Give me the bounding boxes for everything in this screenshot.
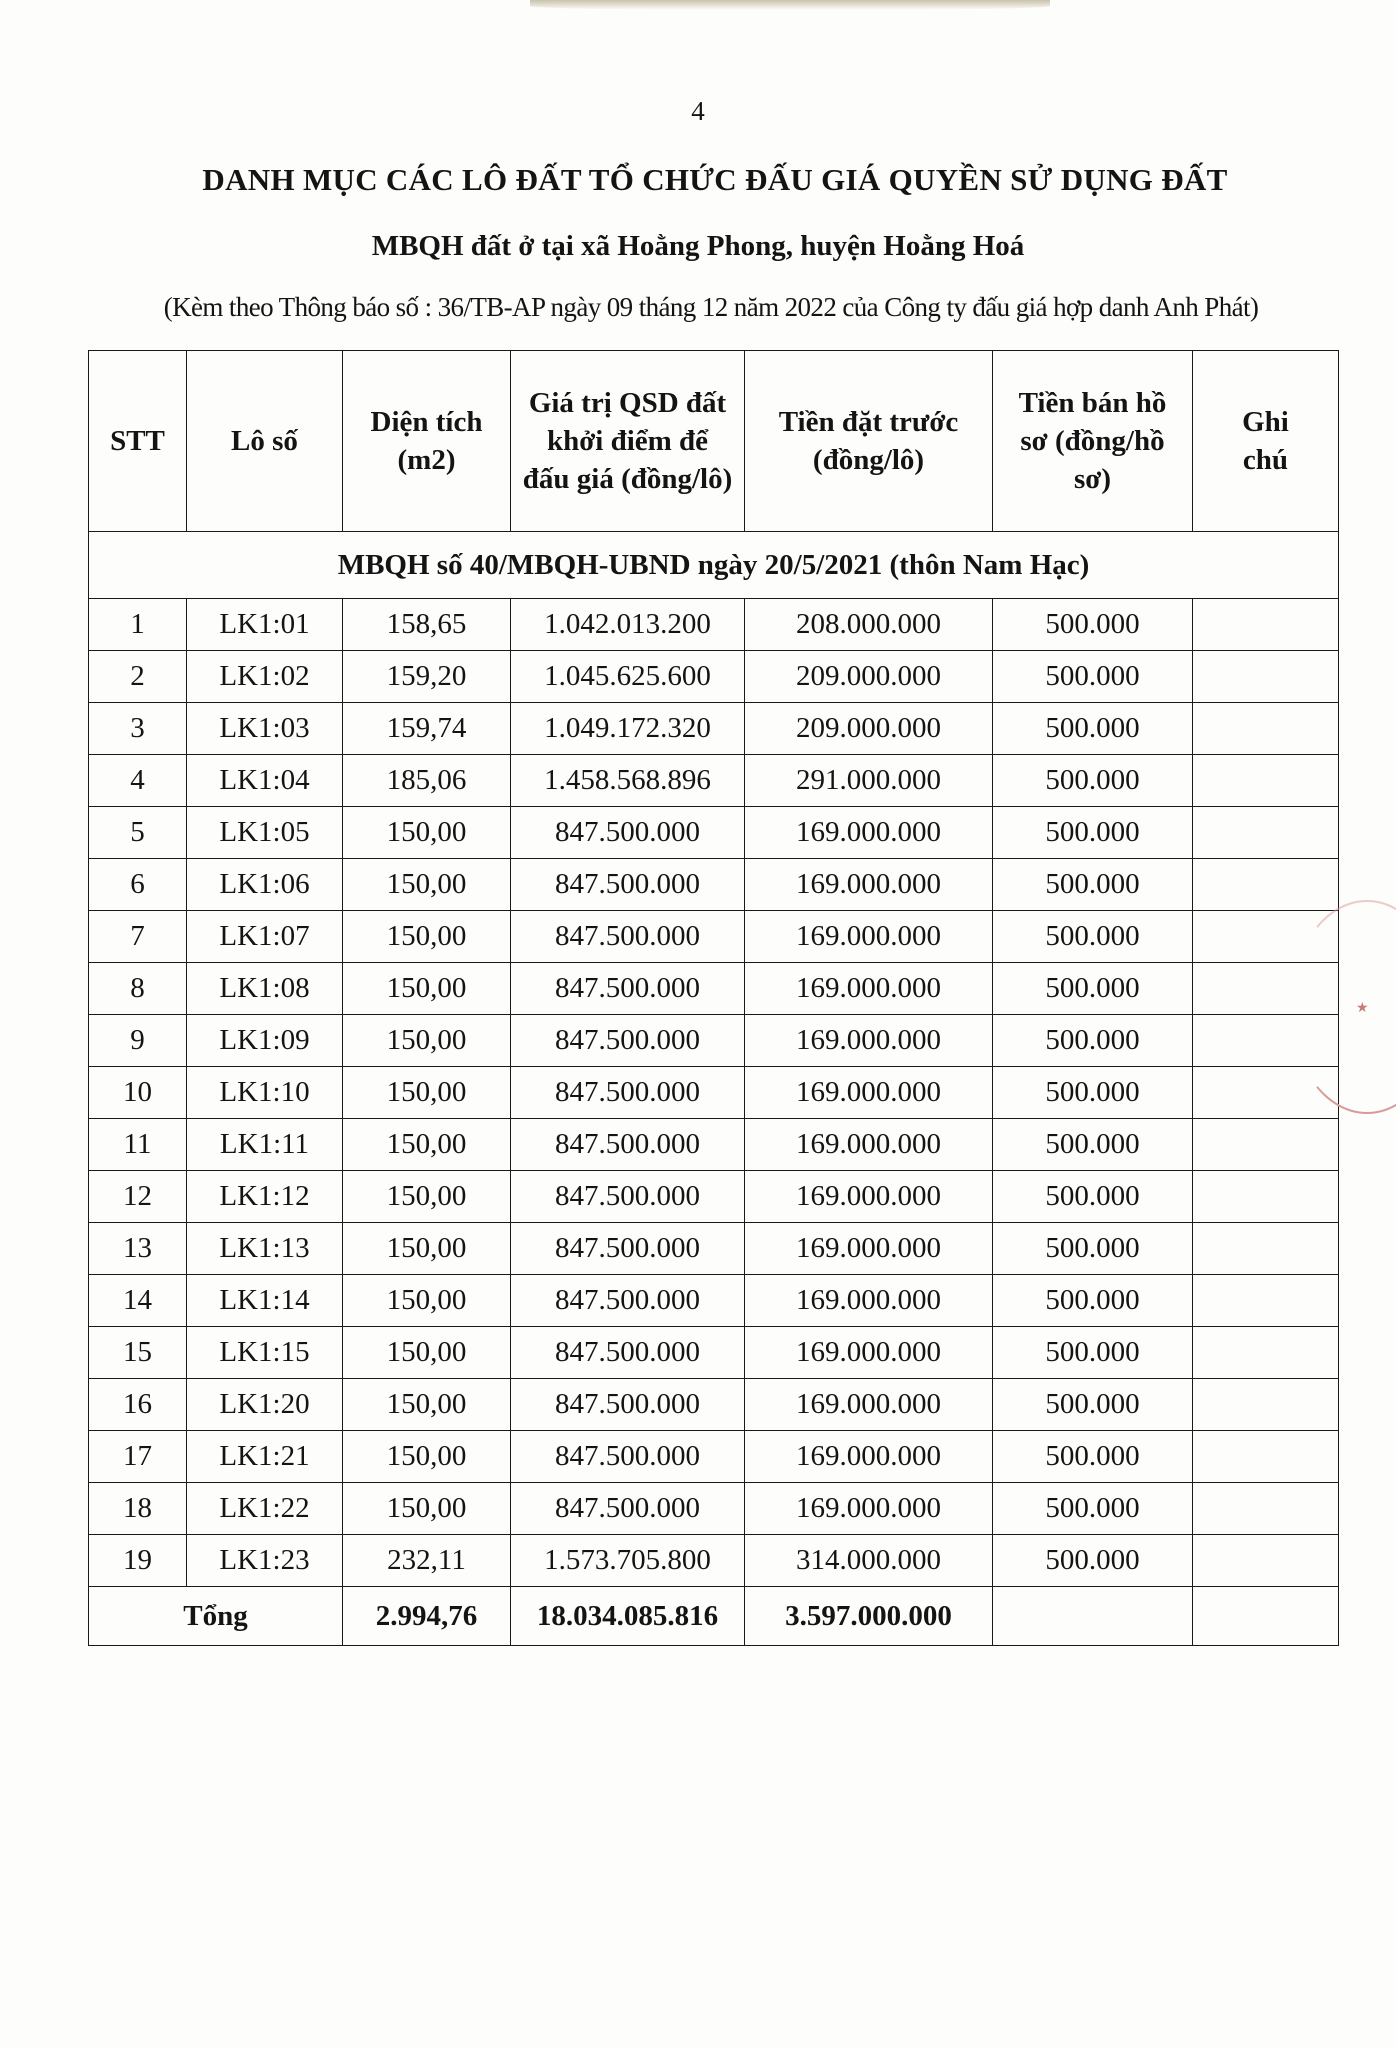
table-row [89,1119,1339,1171]
header-starting-value: Giá trị QSD đất khởi điểm để đấu giá (đồng/lô) [511,351,745,532]
cell-note [1193,1431,1339,1483]
cell-lot-number: LK1:21 [187,1431,343,1483]
header-lot-number: Lô số [187,351,343,532]
cell-note [1193,1223,1339,1275]
cell-deposit: 169.000.000 [745,1483,993,1535]
total-label: Tổng [89,1587,343,1646]
cell-note [1193,1535,1339,1587]
cell-lot-number: LK1:05 [187,807,343,859]
cell-starting-value: 847.500.000 [511,963,745,1015]
cell-dossier-fee: 500.000 [993,1119,1193,1171]
cell-dossier-fee: 500.000 [993,1483,1193,1535]
cell-stt: 15 [89,1327,187,1379]
cell-area: 150,00 [343,807,511,859]
cell-stt: 6 [89,859,187,911]
total-dossier-fee [993,1587,1193,1646]
cell-area: 150,00 [343,911,511,963]
table-header-row [89,351,1339,532]
cell-stt: 16 [89,1379,187,1431]
cell-stt: 14 [89,1275,187,1327]
cell-area: 150,00 [343,1379,511,1431]
total-note [1193,1587,1339,1646]
cell-deposit: 169.000.000 [745,1171,993,1223]
table-row [89,1327,1339,1379]
group-label: MBQH số 40/MBQH-UBND ngày 20/5/2021 (thôn Nam Hạc) [89,532,1339,599]
cell-dossier-fee: 500.000 [993,599,1193,651]
cell-starting-value: 847.500.000 [511,1223,745,1275]
total-row [89,1587,1339,1646]
cell-stt: 4 [89,755,187,807]
table-row [89,807,1339,859]
cell-note [1193,1483,1339,1535]
cell-starting-value: 847.500.000 [511,807,745,859]
cell-lot-number: LK1:12 [187,1171,343,1223]
cell-starting-value: 847.500.000 [511,1067,745,1119]
cell-area: 232,11 [343,1535,511,1587]
cell-dossier-fee: 500.000 [993,1171,1193,1223]
cell-area: 158,65 [343,599,511,651]
cell-note [1193,1379,1339,1431]
total-area: 2.994,76 [343,1587,511,1646]
cell-area: 150,00 [343,1015,511,1067]
cell-dossier-fee: 500.000 [993,1275,1193,1327]
cell-area: 150,00 [343,1119,511,1171]
cell-starting-value: 847.500.000 [511,1171,745,1223]
cell-note [1193,807,1339,859]
cell-starting-value: 847.500.000 [511,1327,745,1379]
table-row [89,1431,1339,1483]
cell-starting-value: 1.042.013.200 [511,599,745,651]
stamp-star-icon: ★ [1356,1001,1369,1016]
header-stt: STT [89,351,187,532]
cell-starting-value: 847.500.000 [511,1275,745,1327]
cell-dossier-fee: 500.000 [993,859,1193,911]
cell-deposit: 169.000.000 [745,807,993,859]
cell-stt: 19 [89,1535,187,1587]
document-title: DANH MỤC CÁC LÔ ĐẤT TỔ CHỨC ĐẤU GIÁ QUYỀN SỬ DỤNG ĐẤT [202,162,1228,197]
document-subtitle: MBQH đất ở tại xã Hoằng Phong, huyện Hoằng Hoá [371,230,1025,262]
table-row [89,1067,1339,1119]
cell-area: 150,00 [343,1171,511,1223]
cell-deposit: 169.000.000 [745,1015,993,1067]
cell-starting-value: 847.500.000 [511,1431,745,1483]
cell-lot-number: LK1:02 [187,651,343,703]
cell-lot-number: LK1:06 [187,859,343,911]
cell-lot-number: LK1:03 [187,703,343,755]
cell-area: 150,00 [343,1431,511,1483]
table-row [89,963,1339,1015]
cell-starting-value: 847.500.000 [511,911,745,963]
cell-stt: 5 [89,807,187,859]
page-top-shadow [530,0,1050,10]
cell-lot-number: LK1:01 [187,599,343,651]
cell-dossier-fee: 500.000 [993,1535,1193,1587]
cell-starting-value: 847.500.000 [511,1379,745,1431]
table-row [89,911,1339,963]
cell-stt: 12 [89,1171,187,1223]
cell-lot-number: LK1:23 [187,1535,343,1587]
cell-area: 185,06 [343,755,511,807]
cell-area: 150,00 [343,1275,511,1327]
cell-deposit: 209.000.000 [745,703,993,755]
cell-deposit: 169.000.000 [745,911,993,963]
cell-stt: 8 [89,963,187,1015]
cell-deposit: 209.000.000 [745,651,993,703]
cell-area: 150,00 [343,963,511,1015]
cell-note [1193,859,1339,911]
cell-starting-value: 1.458.568.896 [511,755,745,807]
cell-lot-number: LK1:15 [187,1327,343,1379]
table-row [89,1379,1339,1431]
cell-lot-number: LK1:22 [187,1483,343,1535]
cell-stt: 7 [89,911,187,963]
cell-lot-number: LK1:20 [187,1379,343,1431]
total-starting-value: 18.034.085.816 [511,1587,745,1646]
cell-note [1193,1327,1339,1379]
total-deposit: 3.597.000.000 [745,1587,993,1646]
cell-lot-number: LK1:10 [187,1067,343,1119]
cell-lot-number: LK1:08 [187,963,343,1015]
cell-dossier-fee: 500.000 [993,703,1193,755]
cell-dossier-fee: 500.000 [993,1223,1193,1275]
cell-deposit: 169.000.000 [745,1119,993,1171]
table-row [89,755,1339,807]
cell-starting-value: 1.049.172.320 [511,703,745,755]
cell-lot-number: LK1:09 [187,1015,343,1067]
table-row [89,703,1339,755]
table-row [89,1275,1339,1327]
cell-deposit: 314.000.000 [745,1535,993,1587]
cell-dossier-fee: 500.000 [993,1015,1193,1067]
cell-dossier-fee: 500.000 [993,807,1193,859]
cell-stt: 11 [89,1119,187,1171]
table-row [89,1223,1339,1275]
cell-stt: 2 [89,651,187,703]
cell-deposit: 169.000.000 [745,859,993,911]
cell-dossier-fee: 500.000 [993,963,1193,1015]
header-deposit: Tiền đặt trước (đồng/lô) [745,351,993,532]
cell-lot-number: LK1:07 [187,911,343,963]
cell-dossier-fee: 500.000 [993,911,1193,963]
cell-area: 150,00 [343,1067,511,1119]
cell-deposit: 169.000.000 [745,1067,993,1119]
cell-lot-number: LK1:13 [187,1223,343,1275]
cell-area: 150,00 [343,1327,511,1379]
cell-area: 150,00 [343,859,511,911]
cell-deposit: 169.000.000 [745,1431,993,1483]
table-row [89,1171,1339,1223]
cell-note [1193,1171,1339,1223]
cell-deposit: 169.000.000 [745,1327,993,1379]
cell-starting-value: 847.500.000 [511,1015,745,1067]
cell-starting-value: 847.500.000 [511,1119,745,1171]
cell-dossier-fee: 500.000 [993,1327,1193,1379]
cell-note [1193,1275,1339,1327]
cell-note [1193,703,1339,755]
cell-deposit: 291.000.000 [745,755,993,807]
cell-stt: 10 [89,1067,187,1119]
header-area: Diện tích (m2) [343,351,511,532]
cell-starting-value: 1.573.705.800 [511,1535,745,1587]
cell-dossier-fee: 500.000 [993,1431,1193,1483]
cell-stt: 17 [89,1431,187,1483]
cell-area: 150,00 [343,1223,511,1275]
page-number: 4 [691,96,705,126]
table-row [89,859,1339,911]
cell-dossier-fee: 500.000 [993,1067,1193,1119]
cell-deposit: 208.000.000 [745,599,993,651]
table-row [89,1015,1339,1067]
cell-lot-number: LK1:14 [187,1275,343,1327]
cell-note [1193,651,1339,703]
cell-deposit: 169.000.000 [745,1275,993,1327]
cell-deposit: 169.000.000 [745,1223,993,1275]
cell-area: 150,00 [343,1483,511,1535]
cell-stt: 3 [89,703,187,755]
group-row [89,532,1339,599]
cell-area: 159,20 [343,651,511,703]
cell-area: 159,74 [343,703,511,755]
table-row [89,1535,1339,1587]
cell-starting-value: 847.500.000 [511,859,745,911]
land-lots-table [88,350,1339,1646]
cell-note [1193,755,1339,807]
table-row [89,599,1339,651]
header-dossier-fee: Tiền bán hồ sơ (đồng/hồ sơ) [993,351,1193,532]
cell-stt: 9 [89,1015,187,1067]
cell-dossier-fee: 500.000 [993,755,1193,807]
cell-starting-value: 847.500.000 [511,1483,745,1535]
table-row [89,1483,1339,1535]
cell-stt: 18 [89,1483,187,1535]
cell-dossier-fee: 500.000 [993,1379,1193,1431]
cell-stt: 13 [89,1223,187,1275]
cell-lot-number: LK1:11 [187,1119,343,1171]
cell-starting-value: 1.045.625.600 [511,651,745,703]
cell-stt: 1 [89,599,187,651]
document-note: (Kèm theo Thông báo số : 36/TB-AP ngày 09 tháng 12 năm 2022 của Công ty đấu giá hợp danh Anh Phát) [163,292,1259,322]
cell-deposit: 169.000.000 [745,963,993,1015]
header-note: Ghi chú [1193,351,1339,532]
cell-lot-number: LK1:04 [187,755,343,807]
cell-note [1193,1119,1339,1171]
cell-note [1193,599,1339,651]
table-row [89,651,1339,703]
cell-deposit: 169.000.000 [745,1379,993,1431]
cell-dossier-fee: 500.000 [993,651,1193,703]
